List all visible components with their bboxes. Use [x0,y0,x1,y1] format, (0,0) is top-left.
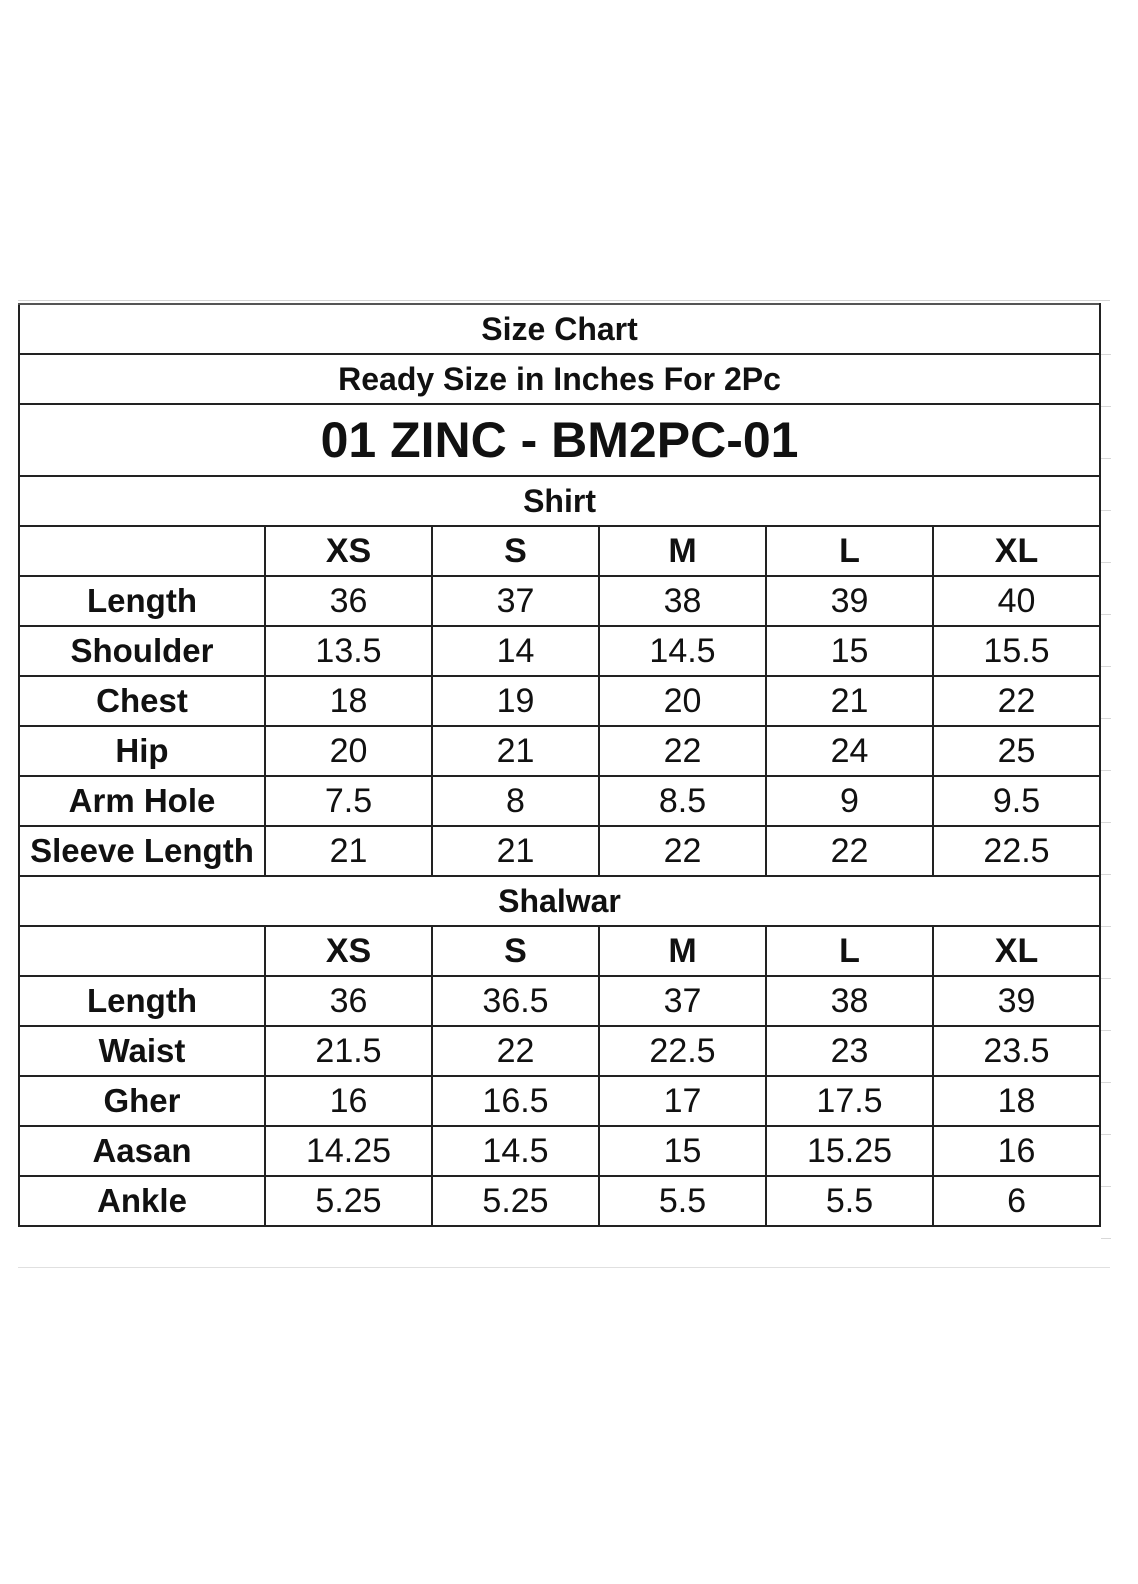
measurement-label: Shoulder [19,626,265,676]
measurement-value: 39 [766,576,933,626]
measurement-value: 20 [599,676,766,726]
measurement-value: 22 [599,826,766,876]
measurement-label: Hip [19,726,265,776]
measurement-label: Sleeve Length [19,826,265,876]
measurement-row [19,1026,1100,1076]
measurement-value: 14.5 [599,626,766,676]
size-header-cell: L [766,526,933,576]
measurement-value: 37 [432,576,599,626]
size-header-cell: XL [933,526,1100,576]
title-row [19,304,1100,354]
section-header-row [19,476,1100,526]
measurement-label: Gher [19,1076,265,1126]
measurement-value: 22 [933,676,1100,726]
measurement-label: Length [19,576,265,626]
size-header-row [19,526,1100,576]
measurement-row [19,826,1100,876]
measurement-label: Chest [19,676,265,726]
measurement-value: 21 [432,726,599,776]
measurement-value: 9 [766,776,933,826]
measurement-value: 21 [766,676,933,726]
measurement-row [19,1176,1100,1226]
measurement-value: 19 [432,676,599,726]
measurement-value: 36.5 [432,976,599,1026]
corner-cell [19,926,265,976]
sheet-gridline-top [18,300,1110,301]
section-title: Shalwar [19,876,1100,926]
size-header-cell: XS [265,526,432,576]
size-header-cell: S [432,526,599,576]
measurement-value: 22 [432,1026,599,1076]
section-title: Shirt [19,476,1100,526]
measurement-value: 5.5 [599,1176,766,1226]
measurement-value: 18 [265,676,432,726]
sheet-gridline-right [1101,303,1111,1265]
measurement-value: 16 [265,1076,432,1126]
measurement-value: 22 [599,726,766,776]
measurement-row [19,676,1100,726]
measurement-label: Length [19,976,265,1026]
measurement-value: 8.5 [599,776,766,826]
measurement-value: 15.25 [766,1126,933,1176]
size-header-cell: S [432,926,599,976]
measurement-row [19,976,1100,1026]
measurement-value: 14.25 [265,1126,432,1176]
measurement-label: Waist [19,1026,265,1076]
measurement-value: 6 [933,1176,1100,1226]
measurement-value: 38 [599,576,766,626]
measurement-value: 21.5 [265,1026,432,1076]
size-chart-sheet [18,303,1101,1227]
measurement-value: 5.25 [265,1176,432,1226]
measurement-row [19,726,1100,776]
sheet-gridline-bottom [18,1267,1110,1268]
measurement-value: 5.5 [766,1176,933,1226]
measurement-value: 18 [933,1076,1100,1126]
measurement-value: 22.5 [599,1026,766,1076]
measurement-value: 16 [933,1126,1100,1176]
measurement-value: 14.5 [432,1126,599,1176]
size-header-cell: XS [265,926,432,976]
measurement-value: 38 [766,976,933,1026]
measurement-value: 40 [933,576,1100,626]
measurement-value: 17 [599,1076,766,1126]
chart-subtitle: Ready Size in Inches For 2Pc [19,354,1100,404]
measurement-label: Arm Hole [19,776,265,826]
measurement-value: 37 [599,976,766,1026]
measurement-row [19,1126,1100,1176]
measurement-value: 20 [265,726,432,776]
measurement-value: 36 [265,976,432,1026]
measurement-value: 25 [933,726,1100,776]
size-header-cell: M [599,526,766,576]
measurement-value: 17.5 [766,1076,933,1126]
measurement-value: 21 [265,826,432,876]
measurement-value: 9.5 [933,776,1100,826]
measurement-value: 22 [766,826,933,876]
measurement-value: 13.5 [265,626,432,676]
measurement-label: Ankle [19,1176,265,1226]
measurement-value: 24 [766,726,933,776]
section-header-row [19,876,1100,926]
product-code: 01 ZINC - BM2PC-01 [19,404,1100,476]
measurement-value: 16.5 [432,1076,599,1126]
measurement-value: 23.5 [933,1026,1100,1076]
size-chart-table [18,303,1101,1227]
measurement-value: 36 [265,576,432,626]
product-code-row [19,404,1100,476]
measurement-value: 22.5 [933,826,1100,876]
size-header-cell: L [766,926,933,976]
measurement-value: 39 [933,976,1100,1026]
measurement-value: 15.5 [933,626,1100,676]
measurement-label: Aasan [19,1126,265,1176]
measurement-row [19,626,1100,676]
measurement-value: 7.5 [265,776,432,826]
measurement-value: 5.25 [432,1176,599,1226]
measurement-value: 15 [766,626,933,676]
measurement-value: 15 [599,1126,766,1176]
subtitle-row [19,354,1100,404]
measurement-row [19,776,1100,826]
measurement-value: 8 [432,776,599,826]
measurement-row [19,1076,1100,1126]
size-header-cell: M [599,926,766,976]
size-chart-body [19,304,1100,1226]
measurement-value: 23 [766,1026,933,1076]
corner-cell [19,526,265,576]
size-header-cell: XL [933,926,1100,976]
measurement-row [19,576,1100,626]
chart-title: Size Chart [19,304,1100,354]
size-header-row [19,926,1100,976]
measurement-value: 21 [432,826,599,876]
measurement-value: 14 [432,626,599,676]
